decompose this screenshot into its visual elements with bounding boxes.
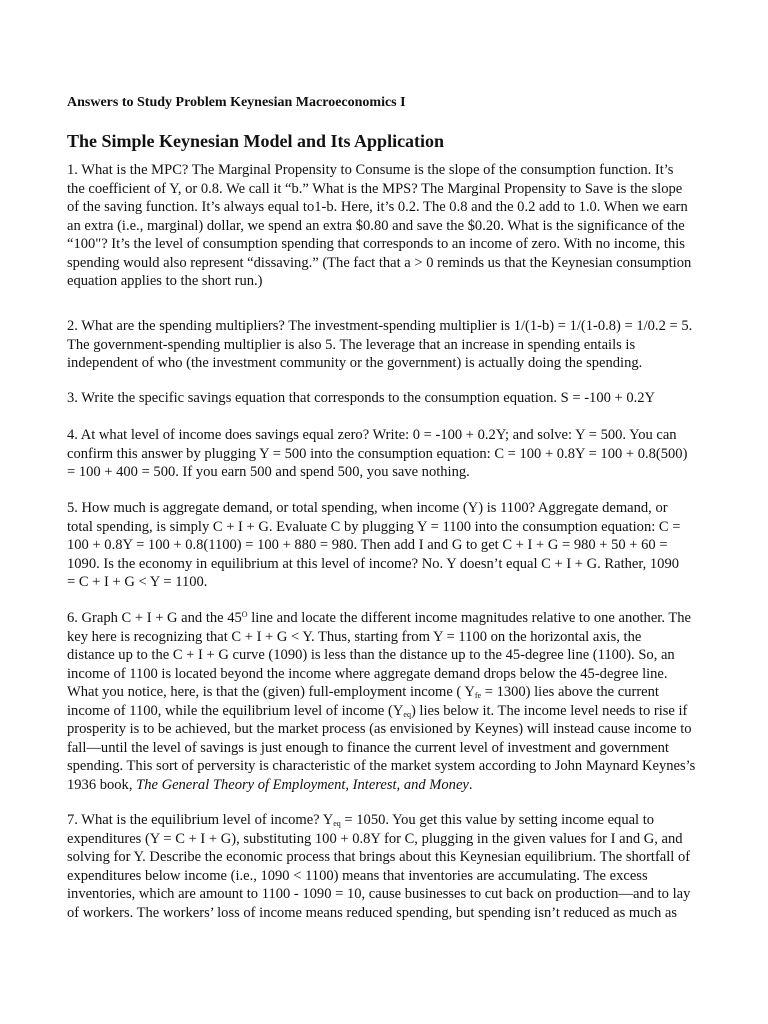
answer-4-line: 4. At what level of income does savings equal zero? Write: 0 = -100 + 0.2Y; and solve: Y = 500. You can — [67, 427, 677, 443]
answer-6-line — [67, 683, 717, 702]
answer-6-text: What you notice, here, is that the (given) full-employment income ( Y — [67, 684, 475, 700]
subscript-eq: eq — [333, 819, 341, 828]
subscript-eq: eq — [403, 709, 411, 719]
answer-6-line — [67, 702, 717, 721]
document-header: Answers to Study Problem Keynesian Macroeconomics I — [67, 95, 406, 110]
answer-7-text: 7. What is the equilibrium level of income? Y — [67, 812, 334, 828]
answer-5 — [67, 499, 717, 592]
answer-1-line: the coefficient of Y, or 0.8. We call it “b.” What is the MPS? The Marginal Propensity to Save is the slope — [67, 180, 683, 197]
answer-7-line: of workers. The workers’ loss of income means reduced spending, but spending isn’t reduced as much as — [67, 904, 678, 921]
answer-2-line: 2. What are the spending multipliers? The investment-spending multiplier is 1/(1-b) = 1/(1-0.8) = 1/0.2 = 5. — [67, 318, 693, 334]
answer-1-line: spending would also represent “dissaving.” (The fact that a > 0 reminds us that the Keynesian consumption — [67, 254, 692, 271]
answer-6-line: key here is recognizing that C + I + G < Y. Thus, starting from Y = 1100 on the horizontal axis, the — [67, 628, 642, 645]
answer-2-line: independent of who (the investment community or the government) is actually doing the spending. — [67, 355, 643, 371]
answer-1-line: “100"? It’s the level of consumption spending that corresponds to an income of zero. With no income, this — [67, 236, 685, 252]
answer-6-line: prosperity is to be achieved, but the market process (as envisioned by Keynes) will instead cause income to — [67, 721, 692, 737]
answer-5-line: total spending, is simply C + I + G. Evaluate C by plugging Y = 1100 into the consumption equation: C = — [67, 518, 681, 535]
answer-6-line — [67, 776, 717, 795]
answer-6-line: income of 1100 is located beyond the income where aggregate demand drops below the 45-degree line. — [67, 665, 668, 682]
answer-5-line: = C + I + G < Y = 1100. — [67, 574, 208, 590]
answer-6-text: ) lies below it. The income level needs to rise if — [410, 702, 688, 719]
answer-6-line: fall—until the level of savings is just enough to finance the current level of investment and government — [67, 739, 669, 756]
answer-7-line: inventories, which are amount to 1100 - 1090 = 10, cause businesses to cut back on production—and to lay — [67, 886, 691, 902]
answer-6-line: distance up to the C + I + G curve (1090) is less than the distance up to the 45-degree line (1100). So, an — [67, 647, 675, 663]
answer-6-text: 1936 book, — [67, 776, 137, 793]
answer-1 — [67, 161, 717, 291]
answer-1-line: equation applies to the short run.) — [67, 273, 263, 289]
subscript-fe: fe — [474, 691, 482, 700]
answer-6-line — [67, 609, 717, 628]
answer-6-text: = 1300) lies above the current — [481, 684, 659, 700]
answer-5-line: 1090. Is the economy in equilibrium at this level of income? No. Y doesn’t equal C + I + G. Rather, 1090 — [67, 555, 679, 572]
answer-7-line: expenditures below income (i.e., 1090 < 1100) means that inventories are accumulating. The excess — [67, 867, 648, 884]
answer-6-text: line and locate the different income magnitudes relative to one another. The — [247, 610, 691, 626]
answer-7-line — [67, 811, 717, 830]
answer-3 — [67, 389, 717, 408]
answer-6-text: . — [468, 776, 473, 793]
answer-3-line: 3. Write the specific savings equation that corresponds to the consumption equation. S = -100 + 0.2Y — [67, 390, 656, 406]
answer-5-line: 5. How much is aggregate demand, or total spending, when income (Y) is 1100? Aggregate demand, or — [67, 500, 668, 516]
answer-6-line: spending. This sort of perversity is characteristic of the market system according to John Maynard Keynes’s — [67, 758, 696, 774]
answer-5-line: 100 + 0.8Y = 100 + 0.8(1100) = 100 + 880 = 980. Then add I and G to get C + I + G = 980 + 50 + 60 = — [67, 537, 668, 553]
book-title: The General Theory of Employment, Interest, and Money — [136, 776, 469, 793]
answer-6-text: 6. Graph C + I + G and the 45 — [67, 610, 242, 626]
answer-7-line: solving for Y. Describe the economic process that brings about this Keynesian equilibrium. The shortfall of — [67, 849, 691, 865]
answer-4-line: confirm this answer by plugging Y = 500 into the consumption equation: C = 100 + 0.8Y = 100 + 0.8(500) — [67, 445, 688, 462]
document-title: The Simple Keynesian Model and Its Application — [67, 131, 445, 151]
answer-1-line: 1. What is the MPC? The Marginal Propensity to Consume is the slope of the consumption function. It’s — [67, 162, 674, 178]
answer-4 — [67, 426, 717, 482]
answer-6 — [67, 609, 717, 794]
answer-7-line: expenditures (Y = C + I + G), substituting 100 + 0.8Y for C, plugging in the given values for I and G, and — [67, 830, 683, 847]
degree-superscript: O — [241, 610, 248, 619]
answer-1-line: of the saving function. It’s always equal to1-b. Here, it’s 0.2. The 0.8 and the 0.2 add to 1.0. When we earn — [67, 199, 688, 215]
answer-4-line: = 100 + 400 = 500. If you earn 500 and spend 500, you save nothing. — [67, 464, 470, 480]
answer-2-line: The government-spending multiplier is also 5. The leverage that an increase in spending entails is — [67, 336, 636, 353]
answer-7-text: = 1050. You get this value by setting income equal to — [340, 812, 655, 828]
answer-7 — [67, 811, 717, 922]
answer-2 — [67, 317, 717, 373]
answer-1-line: an extra (i.e., marginal) dollar, we spend an extra $0.80 and save the $0.20. What is the significance of the — [67, 217, 685, 234]
answer-6-text: income of 1100, while the equilibrium level of income (Y — [67, 702, 404, 719]
